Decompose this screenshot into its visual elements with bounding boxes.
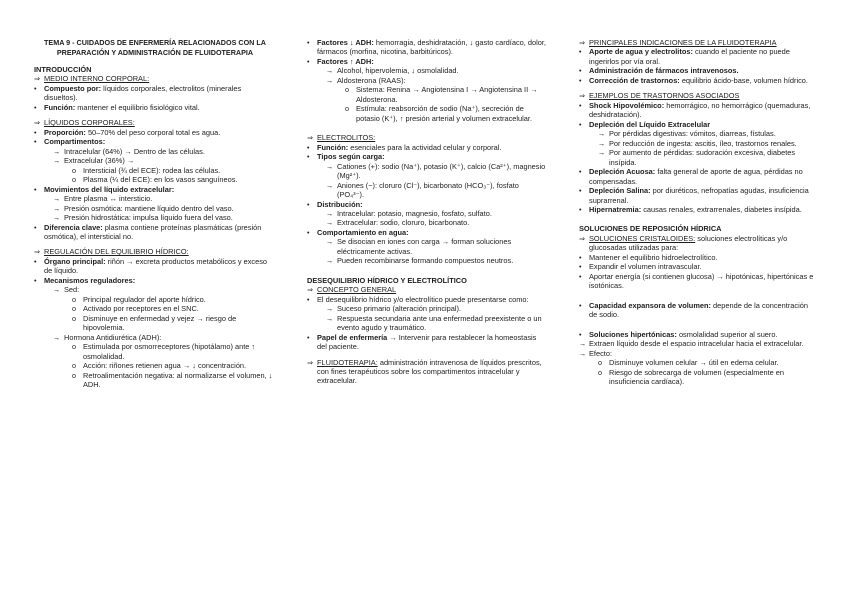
arrow-icon: →	[326, 313, 334, 323]
double-arrow-icon: ⇒	[34, 118, 41, 128]
item-keyword: Tipos según carga:	[317, 152, 385, 162]
bullet-icon: •	[579, 262, 582, 272]
item-text: Disminuye en enfermedad y vejez → riesgo de hipovolemia.	[83, 313, 237, 333]
item-text: Aniones (−): cloruro (Cl⁻), bicarbonato (HCO₃⁻), fosfato (PO₄³⁻).	[337, 180, 519, 200]
list-item	[579, 301, 817, 320]
list-item	[307, 85, 547, 104]
item-text: Activado por receptores en el SNC.	[83, 304, 199, 314]
list-item	[579, 186, 817, 205]
section-heading: DESEQUILIBRIO HÍDRICO Y ELECTROLÍTICO	[307, 275, 467, 285]
item-text: Por reducción de ingesta: ascitis, íleo, trastornos renales.	[609, 138, 797, 148]
list-item	[307, 228, 547, 237]
item-text: riñón → excreta productos metabólicos y exceso de líquido.	[44, 256, 268, 276]
arrow-icon: →	[326, 66, 334, 76]
list-item	[579, 253, 817, 262]
list-item	[307, 162, 547, 181]
item-text: Extracelular: sodio, cloruro, bicarbonato.	[337, 218, 470, 228]
item-text: mantener el equilibrio fisiológico vital.	[75, 102, 200, 112]
bullet-icon: •	[34, 222, 37, 232]
subsection-description: soluciones electrolíticas y/o glucosadas utilizadas para:	[589, 233, 788, 253]
list-item	[579, 358, 817, 367]
double-arrow-icon: ⇒	[307, 357, 314, 367]
list-item	[307, 38, 547, 57]
item-text: Retroalimentación negativa: al normalizarse el volumen, ↓ ADH.	[83, 370, 273, 389]
spacer	[579, 291, 817, 301]
subsection-title: CONCEPTO GENERAL	[317, 285, 397, 295]
bullet-icon: •	[307, 227, 310, 237]
list-item	[579, 167, 817, 186]
list-item	[579, 101, 817, 120]
list-item	[34, 257, 276, 276]
list-item	[34, 361, 276, 370]
subsection-title: SOLUCIONES CRISTALOIDES:	[589, 233, 696, 243]
item-text: → Intervenir para restablecer la homeostasis del paciente.	[317, 332, 537, 352]
arrow-icon: →	[53, 156, 61, 166]
item-text: Riesgo de sobrecarga de volumen (especialmente en insuficiencia cardíaca).	[609, 367, 785, 386]
circle-bullet-icon: o	[72, 304, 76, 314]
arrow-icon: →	[326, 161, 334, 171]
item-keyword: Comportamiento en agua:	[317, 227, 409, 237]
item-text: Suceso primario (alteración principal).	[337, 304, 462, 314]
list-item	[34, 333, 276, 342]
item-keyword: Proporción:	[44, 127, 86, 137]
subsection-title: EJEMPLOS DE TRASTORNOS ASOCIADOS	[589, 91, 740, 101]
item-text: Intracelular (64%) → Dentro de las células.	[64, 146, 205, 156]
circle-bullet-icon: o	[345, 85, 349, 95]
list-item	[307, 104, 547, 123]
list-item	[307, 237, 547, 256]
bullet-icon: •	[579, 271, 582, 281]
list-item	[34, 166, 276, 175]
double-arrow-icon: ⇒	[34, 247, 41, 257]
column-3	[579, 38, 817, 386]
list-item	[579, 262, 817, 271]
bullet-icon: •	[579, 167, 582, 177]
arrow-icon: →	[53, 285, 61, 295]
bullet-icon: •	[307, 142, 310, 152]
list-item	[307, 295, 547, 304]
section-heading: SOLUCIONES DE REPOSICIÓN HÍDRICA	[579, 224, 722, 234]
circle-bullet-icon: o	[598, 358, 602, 368]
item-text: Por aumento de pérdidas: sudoración excesiva, diabetes insípida.	[609, 148, 796, 167]
arrow-icon: →	[326, 75, 334, 85]
item-keyword: Papel de enfermería	[317, 332, 388, 342]
subsection-heading	[307, 133, 547, 142]
bullet-icon: •	[579, 66, 582, 76]
list-item	[34, 137, 276, 146]
item-text: causas renales, extrarrenales, diabetes insípida.	[641, 204, 802, 214]
item-text: hemorragia, deshidratación, ↓ gasto cardíaco, dolor, fármacos (morfina, nicotina, barbitúricos).	[317, 38, 546, 57]
bullet-icon: •	[307, 332, 310, 342]
circle-bullet-icon: o	[72, 175, 76, 185]
bullet-icon: •	[307, 294, 310, 304]
item-text: plasma contiene proteínas plasmáticas (presión osmótica), el intersticial no.	[44, 222, 262, 241]
item-keyword: Función:	[44, 102, 76, 112]
bullet-icon: •	[579, 204, 582, 214]
list-item	[34, 276, 276, 285]
bullet-icon: •	[579, 100, 582, 110]
circle-bullet-icon: o	[72, 294, 76, 304]
list-item	[307, 57, 547, 66]
arrow-icon: →	[326, 180, 334, 190]
bullet-icon: •	[579, 186, 582, 196]
list-item	[307, 333, 547, 352]
item-text: Mantener el equilibrio hidroelectrolítico.	[589, 252, 718, 262]
list-item	[579, 205, 817, 214]
list-item	[34, 342, 276, 361]
item-text: Sistema: Renina → Angiotensina I → Angiotensina II → Aldosterona.	[356, 85, 538, 104]
subsection-heading	[307, 285, 547, 294]
item-text: esenciales para la actividad celular y corporal.	[348, 142, 502, 152]
item-text: Estímula: reabsorción de sodio (Na⁺), secreción de potasio (K⁺), ↑ presión arterial y volumen extracelular.	[356, 104, 533, 123]
bullet-icon: •	[307, 56, 310, 66]
item-text: 50–70% del peso corporal total es agua.	[85, 127, 221, 137]
subsection-description: administración intravenosa de líquidos prescritos, con fines terapéuticos sobre los compartimentos intracelular y extracelular.	[317, 357, 542, 386]
subsection-title: REGULACIÓN DEL EQUILIBRIO HÍDRICO:	[44, 247, 189, 257]
list-item	[579, 368, 817, 387]
item-keyword: Distribución:	[317, 199, 363, 209]
arrow-icon: →	[326, 256, 334, 266]
bullet-icon: •	[34, 102, 37, 112]
double-arrow-icon: ⇒	[579, 38, 586, 47]
item-text: Por pérdidas digestivas: vómitos, diarreas, fístulas.	[609, 129, 776, 139]
subsection-heading	[34, 118, 276, 127]
bullet-icon: •	[34, 275, 37, 285]
spacer	[307, 266, 547, 276]
circle-bullet-icon: o	[72, 361, 76, 371]
circle-bullet-icon: o	[72, 165, 76, 175]
subsection-heading	[579, 234, 817, 253]
bullet-icon: •	[579, 300, 582, 310]
arrow-icon: →	[53, 203, 61, 213]
list-item	[34, 84, 276, 103]
list-item	[307, 76, 547, 85]
item-keyword: Factores ↑ ADH:	[317, 56, 374, 66]
item-text: hemorrágico, no hemorrágico (quemaduras, deshidratación).	[589, 100, 811, 120]
item-keyword: Movimientos del líquido extracelular:	[44, 184, 175, 194]
column-2	[307, 38, 547, 386]
list-item	[307, 143, 547, 152]
list-item	[307, 304, 547, 313]
circle-bullet-icon: o	[345, 104, 349, 114]
item-text: líquidos corporales, electrolitos (minerales disueltos).	[44, 83, 242, 103]
list-item	[34, 103, 276, 112]
item-keyword: Factores ↓ ADH:	[317, 38, 374, 47]
subsection-heading	[579, 38, 817, 47]
item-text: por diuréticos, nefropatías agudas, insuficiencia suprarrenal.	[589, 186, 809, 205]
subsection-title: ELECTROLITOS:	[317, 133, 376, 143]
item-keyword: Capacidad expansora de volumen:	[589, 300, 711, 310]
item-text: Aldosterona (RAAS):	[337, 75, 406, 85]
double-arrow-icon: ⇒	[307, 285, 314, 295]
item-keyword: Depleción del Líquido Extracelular	[589, 119, 711, 129]
spacer	[579, 320, 817, 330]
bullet-icon: •	[579, 47, 582, 57]
list-item	[307, 218, 547, 227]
arrow-icon: →	[53, 194, 61, 204]
list-item	[307, 152, 547, 161]
item-text: depende de la concentración de sodio.	[589, 300, 808, 320]
circle-bullet-icon: o	[598, 367, 602, 377]
item-keyword: Compuesto por:	[44, 83, 102, 93]
item-text: Intersticial (¾ del ECE): rodea las células.	[83, 165, 221, 175]
item-text: Disminuye volumen celular → útil en edema celular.	[609, 358, 779, 368]
list-item	[307, 200, 547, 209]
item-text: Sed:	[64, 285, 80, 295]
list-item	[34, 128, 276, 137]
item-text: Respuesta secundaria ante una enfermedad preexistente o un evento agudo y traumático.	[337, 313, 542, 333]
list-item	[307, 209, 547, 218]
arrow-icon: →	[53, 332, 61, 342]
item-text: El desequilibrio hídrico y/o electrolítico puede presentarse como:	[317, 294, 529, 304]
subsection-heading	[579, 91, 817, 100]
list-item	[34, 295, 276, 304]
item-keyword: Aporte de agua y electrolitos:	[589, 47, 693, 57]
arrow-icon: →	[598, 129, 606, 139]
item-text: Estimulada por osmorreceptores (hipotálamo) ante ↑ osmolalidad.	[83, 342, 256, 361]
arrow-icon: →	[579, 348, 587, 358]
item-keyword: Soluciones hipertónicas:	[589, 329, 677, 339]
list-item	[34, 314, 276, 333]
item-text: Presión osmótica: mantiene líquido dentro del vaso.	[64, 203, 234, 213]
column-1	[34, 38, 276, 389]
bullet-icon: •	[307, 152, 310, 162]
item-text: Alcohol, hipervolemia, ↓ osmolalidad.	[337, 66, 459, 76]
item-text: Acción: riñones retienen agua → ↓ concentración.	[83, 361, 247, 371]
list-item	[579, 339, 817, 348]
subsection-title: LÍQUIDOS CORPORALES:	[44, 118, 135, 128]
list-item	[579, 129, 817, 138]
item-keyword: Shock Hipovolémico:	[589, 100, 665, 110]
list-item	[579, 349, 817, 358]
bullet-icon: •	[34, 83, 37, 93]
item-text: Entre plasma ↔ intersticio.	[64, 194, 153, 204]
section-heading: INTRODUCCIÓN	[34, 65, 92, 74]
bullet-icon: •	[579, 119, 582, 129]
list-item	[34, 223, 276, 242]
subsection-title: FLUIDOTERAPIA:	[317, 357, 378, 367]
list-item	[307, 66, 547, 75]
list-item	[307, 314, 547, 333]
list-item	[579, 148, 817, 167]
item-text: Aportar energía (si contienen glucosa) → hipotónicas, hipertónicas e isotónicas.	[589, 271, 814, 291]
item-keyword: Mecanismos reguladores:	[44, 275, 136, 285]
arrow-icon: →	[53, 213, 61, 223]
bullet-icon: •	[307, 38, 310, 47]
item-keyword: Depleción Salina:	[589, 186, 651, 196]
item-text: Principal regulador del aporte hídrico.	[83, 294, 206, 304]
list-item	[34, 213, 276, 222]
arrow-icon: →	[53, 146, 61, 156]
list-item	[34, 371, 276, 390]
list-item	[34, 194, 276, 203]
item-keyword: Corrección de trastornos:	[589, 75, 680, 85]
item-text: osmolalidad superior al suero.	[676, 329, 778, 339]
arrow-icon: →	[326, 304, 334, 314]
item-text: Intracelular: potasio, magnesio, fosfato, sulfato.	[337, 208, 492, 218]
subsection-heading	[34, 247, 276, 256]
arrow-icon: →	[326, 208, 334, 218]
item-keyword: Diferencia clave:	[44, 222, 103, 232]
list-item	[579, 120, 817, 129]
bullet-icon: •	[307, 199, 310, 209]
list-item	[34, 147, 276, 156]
item-keyword: Órgano principal:	[44, 256, 106, 266]
double-arrow-icon: ⇒	[34, 74, 41, 84]
item-text: Expandir el volumen intravascular.	[589, 262, 702, 272]
subsection-heading	[307, 358, 547, 386]
item-keyword: Administración de fármacos intravenosos.	[589, 66, 739, 76]
item-keyword: Depleción Acuosa:	[589, 167, 656, 177]
list-item	[579, 76, 817, 85]
list-item	[579, 330, 817, 339]
item-text: Presión hidrostática: impulsa líquido fuera del vaso.	[64, 213, 233, 223]
item-text: cuando el paciente no puede ingerirlos por vía oral.	[589, 47, 790, 66]
document-title: TEMA 9 - CUIDADOS DE ENFERMERÍA RELACIONADOS CON LA PREPARACIÓN Y ADMINISTRACIÓN DE FLUIDOTERAPIA	[44, 38, 266, 57]
bullet-icon: •	[34, 184, 37, 194]
list-item	[579, 139, 817, 148]
item-keyword: Hipernatremia:	[589, 204, 642, 214]
bullet-icon: •	[579, 252, 582, 262]
list-item	[579, 66, 817, 75]
item-text: Hormona Antidiurética (ADH):	[64, 332, 162, 342]
list-item	[34, 285, 276, 294]
list-item	[34, 204, 276, 213]
subsection-title: MEDIO INTERNO CORPORAL:	[44, 74, 150, 84]
item-text: equilibrio ácido-base, volumen hídrico.	[679, 75, 808, 85]
list-item	[307, 181, 547, 200]
double-arrow-icon: ⇒	[579, 91, 586, 101]
circle-bullet-icon: o	[72, 342, 76, 352]
bullet-icon: •	[579, 75, 582, 85]
list-item	[579, 272, 817, 291]
spacer	[579, 214, 817, 224]
bullet-icon: •	[34, 137, 37, 147]
item-text: Plasma (¼ del ECE): en los vasos sanguíneos.	[83, 175, 238, 185]
double-arrow-icon: ⇒	[307, 133, 314, 143]
item-keyword: Compartimentos:	[44, 137, 106, 147]
subsection-heading	[34, 74, 276, 83]
item-text: Extraen líquido desde el espacio intracelular hacia el extracelular.	[589, 339, 804, 349]
item-keyword: Función:	[317, 142, 349, 152]
list-item	[34, 156, 276, 165]
bullet-icon: •	[579, 329, 582, 339]
item-text: Extracelular (36%) →	[64, 156, 135, 166]
arrow-icon: →	[598, 138, 606, 148]
arrow-icon: →	[579, 339, 587, 349]
bullet-icon: •	[34, 256, 37, 266]
list-item	[34, 304, 276, 313]
item-text: Efecto:	[589, 348, 613, 358]
circle-bullet-icon: o	[72, 313, 76, 323]
spacer	[307, 123, 547, 133]
list-item	[34, 175, 276, 184]
arrow-icon: →	[326, 237, 334, 247]
bullet-icon: •	[34, 127, 37, 137]
circle-bullet-icon: o	[72, 370, 76, 380]
item-text: Cationes (+): sodio (Na⁺), potasio (K⁺), calcio (Ca²⁺), magnesio (Mg²⁺).	[337, 161, 546, 181]
arrow-icon: →	[598, 148, 606, 158]
list-item	[307, 256, 547, 265]
list-item	[34, 185, 276, 194]
arrow-icon: →	[326, 218, 334, 228]
list-item	[579, 47, 817, 66]
subsection-title: PRINCIPALES INDICACIONES DE LA FLUIDOTERAPIA	[589, 38, 777, 47]
item-text: falta general de aporte de agua, pérdidas no compensadas.	[589, 167, 803, 186]
item-text: Se disocian en iones con carga → forman soluciones eléctricamente activas.	[337, 237, 512, 256]
item-text: Pueden recombinarse formando compuestos neutros.	[337, 256, 514, 266]
double-arrow-icon: ⇒	[579, 233, 586, 243]
